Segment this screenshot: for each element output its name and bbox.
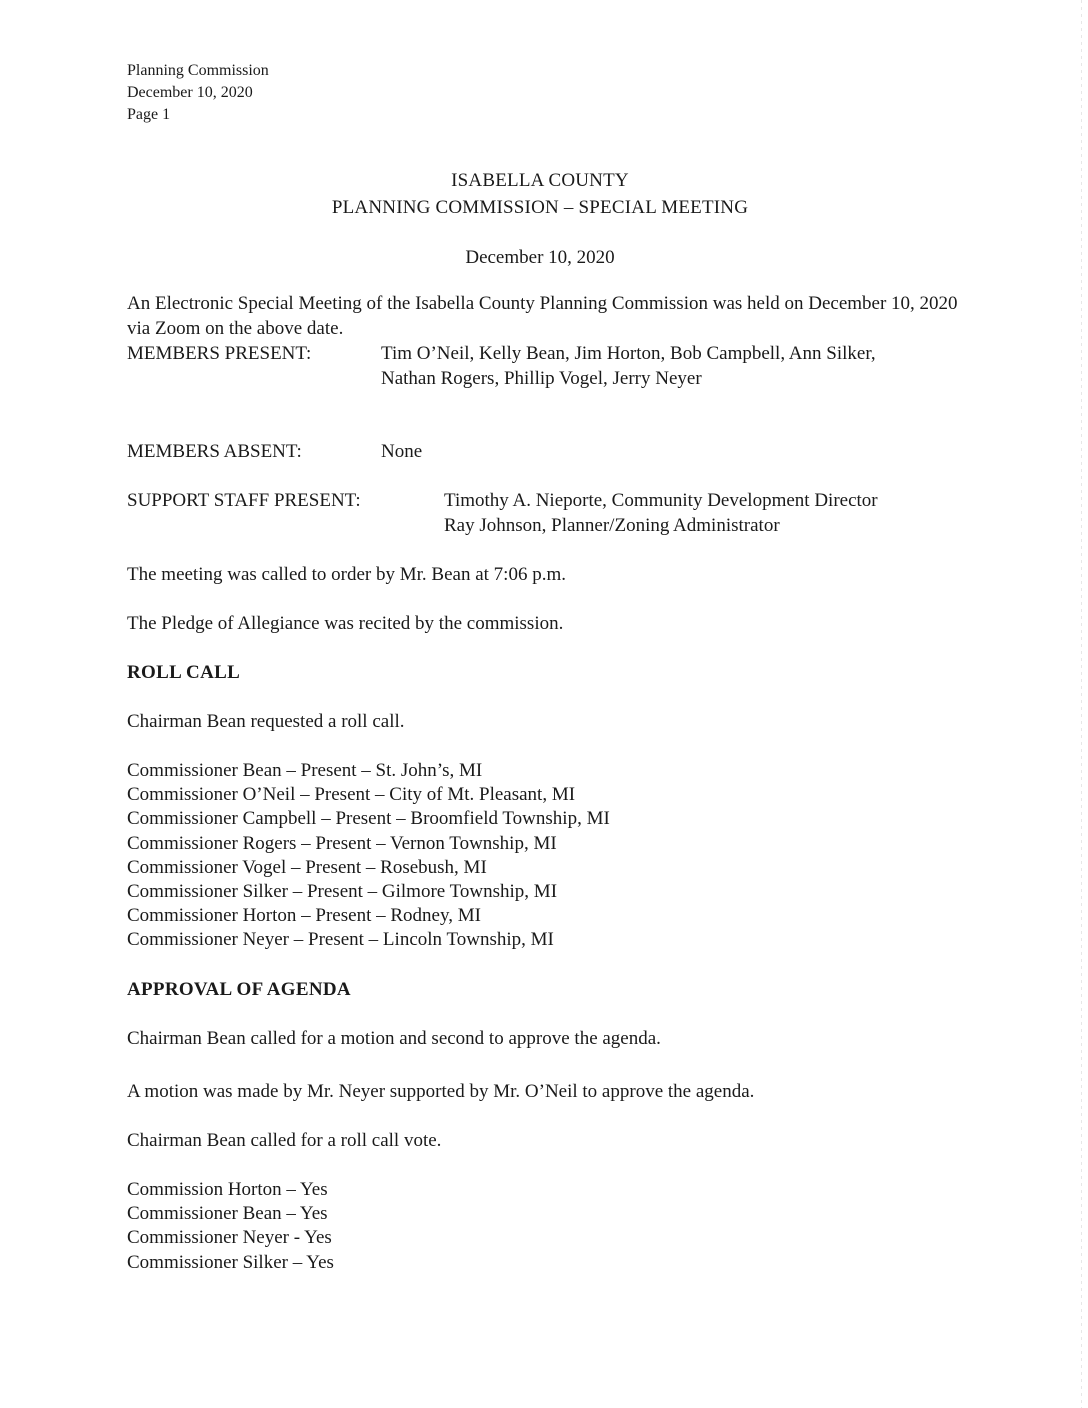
header-line-3: Page 1	[127, 106, 171, 123]
title-line-1: ISABELLA COUNTY	[451, 170, 629, 191]
list-item: Commission Horton – Yes	[127, 1179, 328, 1200]
members-present-label: MEMBERS PRESENT:	[127, 343, 312, 364]
header-line-1: Planning Commission	[127, 62, 269, 79]
header-line-2: December 10, 2020	[127, 84, 253, 101]
list-item: Commissioner Campbell – Present – Broomfield Township, MI	[127, 808, 610, 830]
list-item: Commissioner Bean – Present – St. John’s, MI	[127, 760, 483, 781]
document-title	[0, 167, 1080, 221]
members-absent-value: None	[381, 441, 423, 462]
pledge-statement: The Pledge of Allegiance was recited by the commission.	[127, 613, 564, 634]
roll-call-list	[127, 759, 610, 953]
title-line-2: PLANNING COMMISSION – SPECIAL MEETING	[331, 197, 749, 218]
list-item: Commissioner Vogel – Present – Rosebush, MI	[127, 856, 487, 878]
list-item: Commissioner Neyer – Present – Lincoln Township, MI	[127, 929, 554, 951]
list-item: Commissioner Bean – Yes	[127, 1203, 328, 1225]
agenda-motion: A motion was made by Mr. Neyer supported by Mr. O’Neil to approve the agenda.	[127, 1081, 755, 1102]
roll-call-heading: ROLL CALL	[127, 662, 241, 683]
list-item: Commissioner Silker – Yes	[127, 1251, 334, 1273]
list-item: Commissioner Horton – Present – Rodney, MI	[127, 905, 481, 927]
list-item: Commissioner Silker – Present – Gilmore Township, MI	[127, 881, 558, 903]
support-staff-line-1: Timothy A. Nieporte, Community Development Director	[444, 490, 878, 511]
running-header	[127, 60, 269, 126]
approval-of-agenda-heading: APPROVAL OF AGENDA	[127, 979, 351, 1000]
agenda-motion-call: Chairman Bean called for a motion and second to approve the agenda.	[127, 1028, 661, 1049]
members-present-value	[381, 342, 876, 391]
call-to-order: The meeting was called to order by Mr. Bean at 7:06 p.m.	[127, 564, 566, 585]
agenda-vote-list	[127, 1178, 334, 1275]
meeting-date: December 10, 2020	[465, 247, 615, 268]
intro-paragraph: An Electronic Special Meeting of the Isabella County Planning Commission was held on December 10, 2020 via Zoom on the above date.	[127, 293, 958, 339]
members-present-line-1: Tim O’Neil, Kelly Bean, Jim Horton, Bob Campbell, Ann Silker,	[381, 343, 876, 364]
roll-call-vote-call: Chairman Bean called for a roll call vote.	[127, 1130, 442, 1151]
list-item: Commissioner Neyer - Yes	[127, 1227, 332, 1249]
support-staff-line-2: Ray Johnson, Planner/Zoning Administrator	[444, 514, 780, 536]
list-item: Commissioner Rogers – Present – Vernon Township, MI	[127, 832, 557, 854]
support-staff-value	[444, 489, 878, 538]
list-item: Commissioner O’Neil – Present – City of Mt. Pleasant, MI	[127, 784, 576, 806]
roll-call-request: Chairman Bean requested a roll call.	[127, 711, 405, 732]
members-absent-label: MEMBERS ABSENT:	[127, 441, 302, 462]
scan-edge-artifact	[1081, 0, 1082, 1408]
support-staff-label: SUPPORT STAFF PRESENT:	[127, 490, 361, 511]
members-present-line-2: Nathan Rogers, Phillip Vogel, Jerry Neyer	[381, 367, 702, 389]
